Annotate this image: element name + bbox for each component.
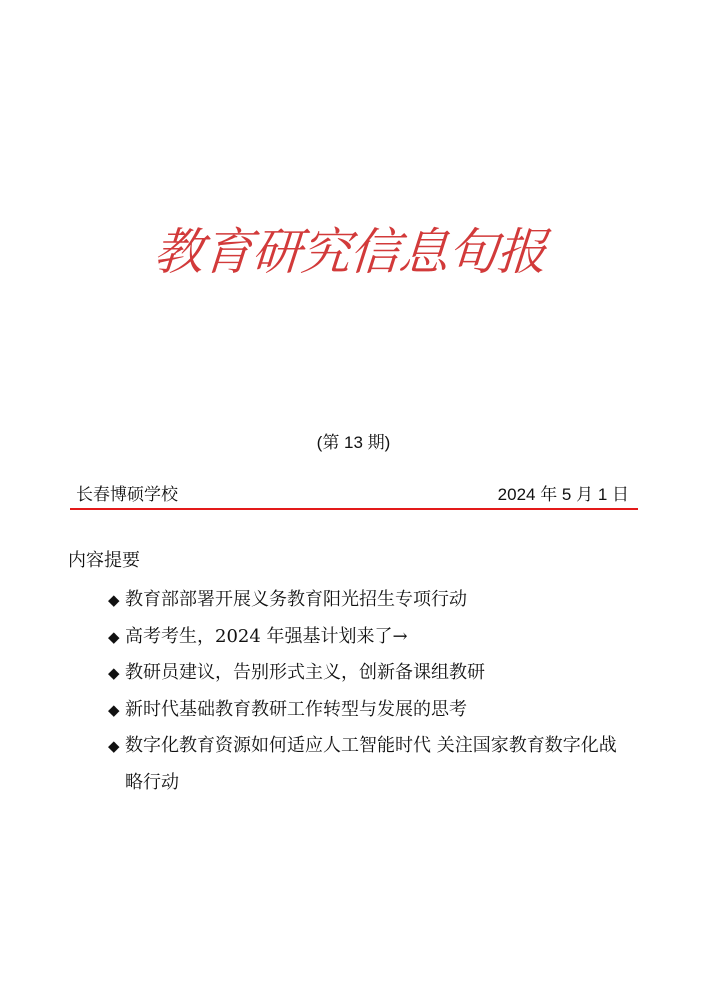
summary-heading: 内容提要 [68, 550, 140, 571]
item-text: 教研员建议，告别形式主义，创新备课组教研 [125, 662, 485, 684]
list-item [108, 655, 625, 692]
masthead-title: 教育研究信息旬报 [151, 223, 548, 281]
diamond-bullet-icon: ◆ [108, 591, 120, 609]
list-item [108, 619, 625, 656]
issue-date: 2024 年 5 月 1 日 [497, 485, 629, 504]
issue-number: (第 13 期) [316, 433, 391, 452]
diamond-bullet-icon: ◆ [108, 700, 120, 719]
diamond-bullet-icon: ◆ [108, 664, 120, 683]
diamond-bullet-icon: ◆ [108, 627, 120, 646]
item-text: 新时代基础教育教研工作转型与发展的思考 [125, 698, 467, 720]
summary-list [108, 582, 625, 802]
diamond-bullet-icon: ◆ [108, 737, 120, 756]
school-name: 长春博硕学校 [76, 485, 178, 505]
item-text: 数字化教育资源如何适应人工智能时代 关注国家教育数字化战略行动 [125, 735, 617, 793]
list-item [108, 728, 625, 801]
item-text: 高考考生，2024 年强基计划来了→ [125, 625, 408, 647]
list-item [108, 582, 625, 619]
item-text: 教育部部署开展义务教育阳光招生专项行动 [125, 589, 467, 610]
red-divider [70, 508, 638, 510]
list-item [108, 692, 625, 729]
